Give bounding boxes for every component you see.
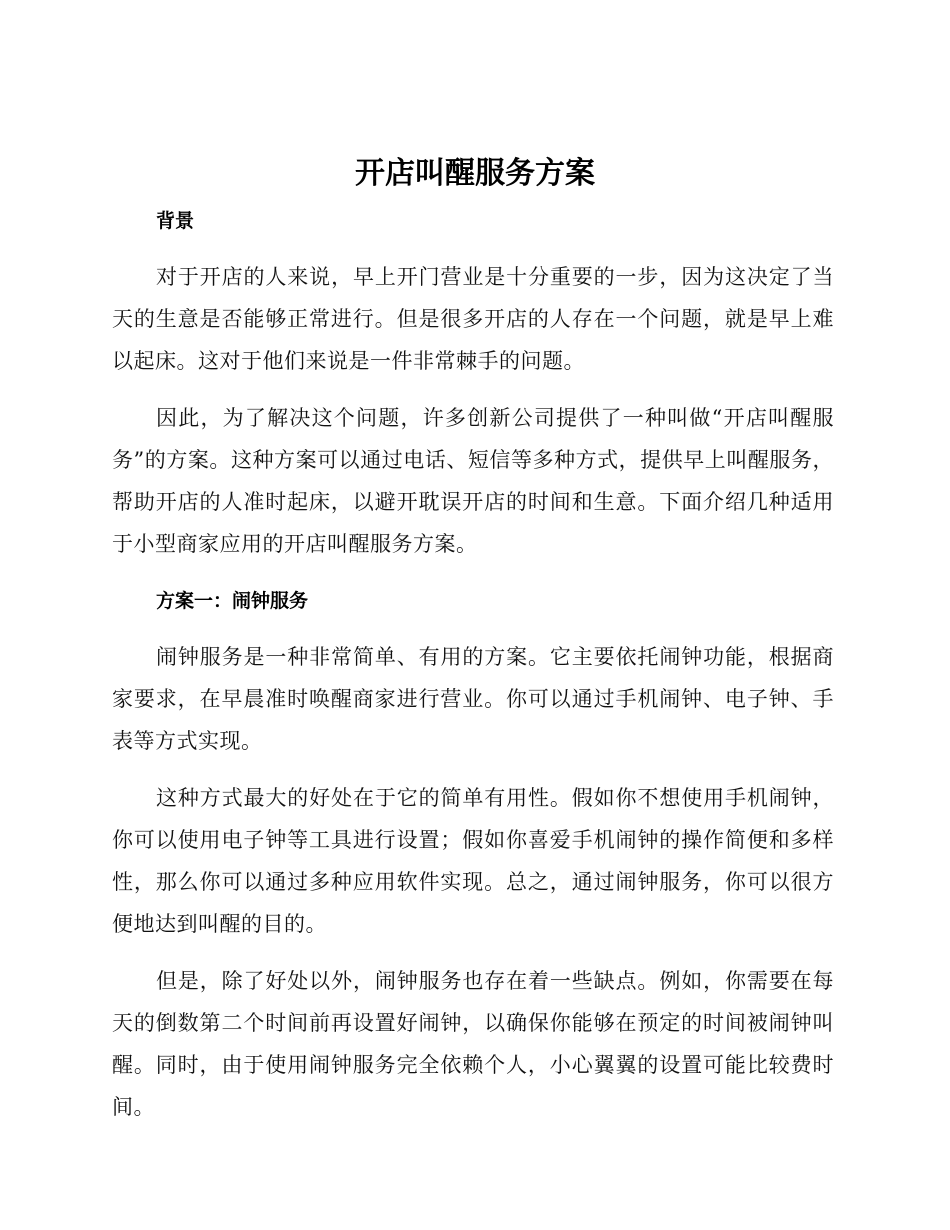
paragraph: 闹钟服务是一种非常简单、有用的方案。它主要依托闹钟功能，根据商家要求，在早晨准时唤醒商家进行营业。你可以通过手机闹钟、电子钟、手表等方式实现。: [112, 645, 834, 753]
document-body: [112, 200, 834, 1128]
paragraph: 这种方式最大的好处在于它的简单有用性。假如你不想使用手机闹钟，你可以使用电子钟等工具进行设置；假如你喜爱手机闹钟的操作简便和多样性，那么你可以通过多种应用软件实现。总之，通过闹钟服务，你可以很方便地达到叫醒的目的。: [112, 786, 834, 936]
paragraph: 因此，为了解决这个问题，许多创新公司提供了一种叫做“开店叫醒服务”的方案。这种方案可以通过电话、短信等多种方式，提供早上叫醒服务，帮助开店的人准时起床，以避开耽误开店的时间和生意。下面介绍几种适用于小型商家应用的开店叫醒服务方案。: [112, 406, 834, 556]
section-heading-plan-one: 方案一：闹钟服务: [156, 590, 309, 612]
paragraph: 对于开店的人来说，早上开门营业是十分重要的一步，因为这决定了当天的生意是否能够正常进行。但是很多开店的人存在一个问题，就是早上难以起床。这对于他们来说是一件非常棘手的问题。: [112, 265, 834, 373]
document-title: 开店叫醒服务方案: [355, 156, 595, 191]
paragraph: 但是，除了好处以外，闹钟服务也存在着一些缺点。例如，你需要在每天的倒数第二个时间前再设置好闹钟，以确保你能够在预定的时间被闹钟叫醒。同时，由于使用闹钟服务完全依赖个人，小心翼翼的设置可能比较费时间。: [112, 969, 834, 1119]
section-heading-background: 背景: [156, 210, 195, 232]
